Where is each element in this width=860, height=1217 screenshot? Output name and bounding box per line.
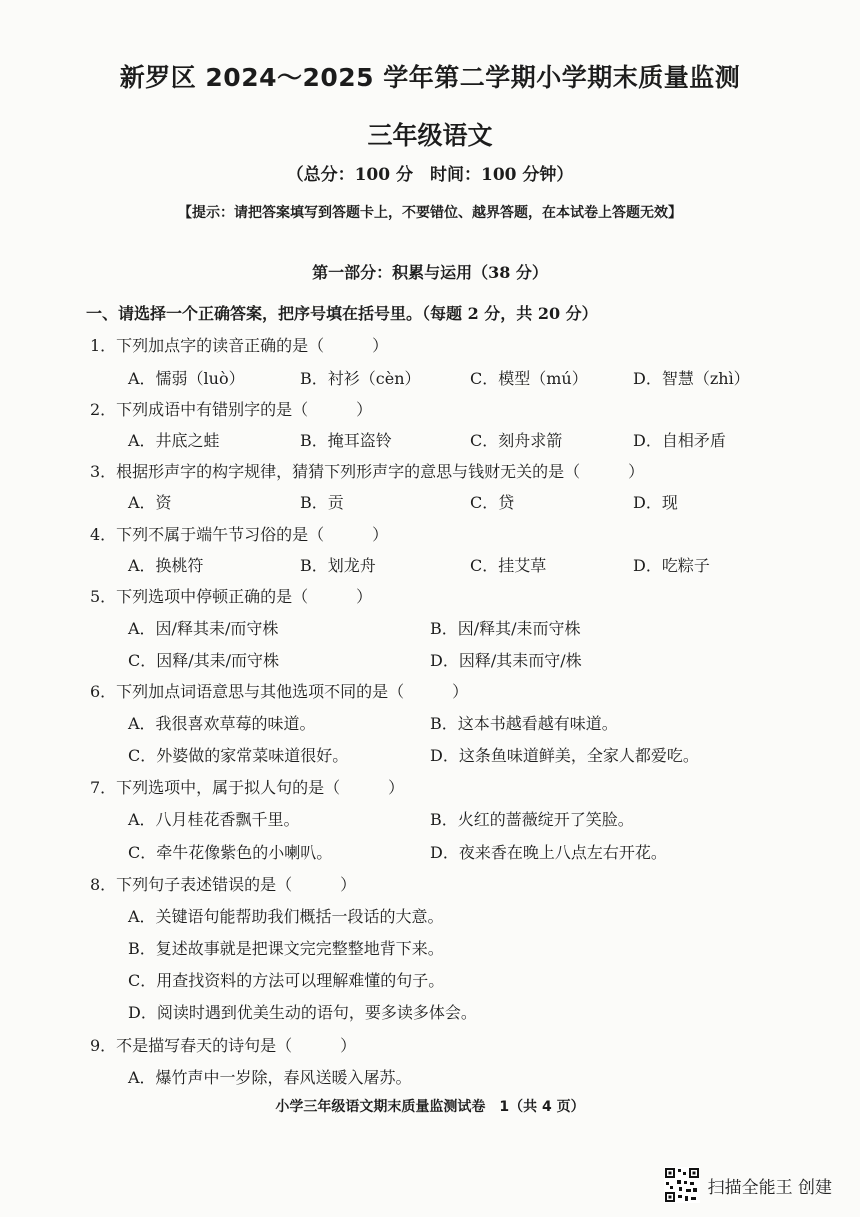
exam-meta: （总分：100 分 时间：100 分钟） bbox=[286, 165, 574, 185]
qr-code-icon bbox=[664, 1167, 700, 1203]
option-c: C．挂艾草 bbox=[470, 556, 547, 575]
option-b: B．贡 bbox=[300, 493, 344, 512]
option-d: D．自相矛盾 bbox=[633, 431, 726, 450]
option-d: D．阅读时遇到优美生动的语句，要多读多体会。 bbox=[128, 1003, 477, 1022]
option-d: D．夜来香在晚上八点左右开花。 bbox=[430, 843, 667, 862]
option-b: B．火红的蔷薇绽开了笑脸。 bbox=[430, 810, 634, 829]
question-stem: 2．下列成语中有错别字的是（ ） bbox=[90, 400, 373, 419]
option-d: D．这条鱼味道鲜美，全家人都爱吃。 bbox=[430, 746, 699, 765]
option-b: B．这本书越看越有味道。 bbox=[430, 714, 618, 733]
question-stem: 5．下列选项中停顿正确的是（ ） bbox=[90, 587, 373, 606]
option-d: D．因释/其耒而守/株 bbox=[430, 651, 582, 670]
option-d: D．吃粽子 bbox=[633, 556, 710, 575]
page-title: 新罗区 2024～2025 学年第二学期小学期末质量监测 bbox=[119, 63, 741, 92]
option-c: C．外婆做的家常菜味道很好。 bbox=[128, 746, 349, 765]
watermark-text: 扫描全能王 创建 bbox=[707, 1177, 832, 1198]
question-stem: 8．下列句子表述错误的是（ ） bbox=[90, 875, 357, 894]
page-subtitle: 三年级语文 bbox=[367, 121, 493, 150]
page-footer: 小学三年级语文期末质量监测试卷 1（共 4 页） bbox=[275, 1099, 585, 1115]
option-b: B．衬衫（cèn） bbox=[300, 369, 421, 388]
option-c: C．牵牛花像紫色的小喇叭。 bbox=[128, 843, 333, 862]
option-a: A．我很喜欢草莓的味道。 bbox=[128, 714, 316, 733]
exam-tip: 【提示：请把答案填写到答题卡上，不要错位、越界答题，在本试卷上答题无效】 bbox=[178, 205, 682, 221]
option-c: C．用查找资料的方法可以理解难懂的句子。 bbox=[128, 971, 445, 990]
option-a: A．因/释其耒/而守株 bbox=[128, 619, 279, 638]
option-d: D．智慧（zhì） bbox=[633, 369, 750, 388]
option-a: A．关键语句能帮助我们概括一段话的大意。 bbox=[128, 907, 444, 926]
question-stem: 6．下列加点词语意思与其他选项不同的是（ ） bbox=[90, 682, 469, 701]
option-b: B．掩耳盗铃 bbox=[300, 431, 392, 450]
option-a: A．懦弱（luò） bbox=[128, 369, 245, 388]
option-b: B．因/释其/耒而守株 bbox=[430, 619, 581, 638]
option-b: B．划龙舟 bbox=[300, 556, 376, 575]
section-title: 一、请选择一个正确答案，把序号填在括号里。（每题 2 分，共 20 分） bbox=[86, 304, 598, 323]
option-a: A．资 bbox=[128, 493, 172, 512]
option-a: A．爆竹声中一岁除，春风送暖入屠苏。 bbox=[128, 1068, 412, 1087]
option-b: B．复述故事就是把课文完完整整地背下来。 bbox=[128, 939, 444, 958]
question-stem: 4．下列不属于端午节习俗的是（ ） bbox=[90, 525, 389, 544]
scanner-watermark bbox=[664, 1167, 832, 1203]
option-a: A．井底之蛙 bbox=[128, 431, 220, 450]
question-stem: 7．下列选项中，属于拟人句的是（ ） bbox=[90, 778, 405, 797]
question-stem: 3．根据形声字的构字规律，猜猜下列形声字的意思与钱财无关的是（ ） bbox=[90, 462, 645, 481]
option-c: C．模型（mú） bbox=[470, 369, 588, 388]
question-stem: 9．不是描写春天的诗句是（ ） bbox=[90, 1036, 357, 1055]
option-a: A．八月桂花香飘千里。 bbox=[128, 810, 300, 829]
option-c: C．刻舟求箭 bbox=[470, 431, 563, 450]
option-c: C．因释/其耒/而守株 bbox=[128, 651, 280, 670]
part-title: 第一部分：积累与运用（38 分） bbox=[312, 263, 548, 282]
option-d: D．现 bbox=[633, 493, 678, 512]
question-stem: 1．下列加点字的读音正确的是（ ） bbox=[90, 336, 389, 355]
option-a: A．换桃符 bbox=[128, 556, 204, 575]
option-c: C．贷 bbox=[470, 493, 515, 512]
